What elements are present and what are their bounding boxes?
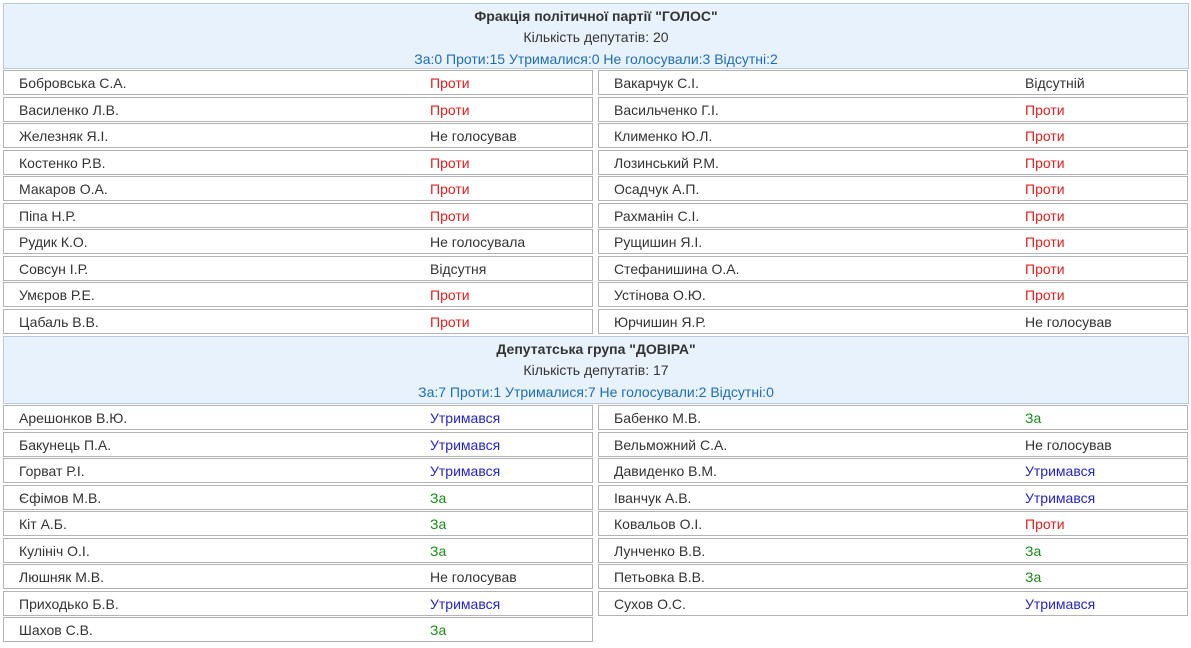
vote-result: Утримався: [1025, 596, 1096, 612]
deputy-name: Кіт А.Б.: [19, 516, 67, 532]
deputy-row: [598, 70, 1188, 95]
deputy-name: Рущишин Я.І.: [614, 234, 703, 250]
deputy-name: Василенко Л.В.: [19, 102, 119, 118]
vote-result: Проти: [1025, 128, 1065, 144]
vote-result: Проти: [430, 208, 470, 224]
vote-result: Проти: [430, 287, 470, 303]
vote-result: За: [1025, 543, 1042, 559]
faction-title: Депутатська група "ДОВІРА": [496, 341, 696, 357]
deputy-row: [3, 309, 593, 334]
deputy-row: [3, 229, 593, 254]
vote-result: Відсутній: [1025, 75, 1085, 91]
deputy-name: Давиденко В.М.: [614, 463, 717, 479]
vote-result: Проти: [1025, 261, 1065, 277]
deputy-name: Вельможний С.А.: [614, 437, 728, 453]
deputy-name: Іванчук А.В.: [614, 490, 692, 506]
deputy-row: [598, 203, 1188, 228]
vote-result: Не голосував: [1025, 314, 1112, 330]
vote-result: Проти: [1025, 102, 1065, 118]
deputy-row: [3, 485, 593, 510]
vote-result: Утримався: [430, 410, 501, 426]
vote-result: Проти: [1025, 516, 1065, 532]
deputy-row: [3, 282, 593, 307]
vote-result: Утримався: [430, 437, 501, 453]
deputy-row: [3, 97, 593, 122]
deputy-row: [3, 70, 593, 95]
deputy-name: Сухов О.С.: [614, 596, 686, 612]
deputy-row: [3, 176, 593, 201]
deputy-name: Осадчук А.П.: [614, 181, 700, 197]
deputy-row: [3, 538, 593, 563]
deputy-name: Устінова О.Ю.: [614, 287, 706, 303]
deputy-name: Макаров О.А.: [19, 181, 108, 197]
vote-result: Проти: [430, 181, 470, 197]
deputy-row: [3, 564, 593, 589]
faction-header-dovira: [3, 336, 1189, 404]
vote-result: За: [430, 543, 447, 559]
deputy-name: Клименко Ю.Л.: [614, 128, 713, 144]
faction-header-golos: [3, 3, 1189, 69]
deputy-name: Вакарчук С.І.: [614, 75, 699, 91]
vote-result: За: [1025, 410, 1042, 426]
deputy-name: Стефанишина О.А.: [614, 261, 740, 277]
deputy-row: [3, 256, 593, 281]
deputy-name: Люшняк М.В.: [19, 569, 105, 585]
deputy-name: Арешонков В.Ю.: [19, 410, 128, 426]
vote-result: Проти: [1025, 287, 1065, 303]
vote-result: Не голосував: [1025, 437, 1112, 453]
vote-result: Утримався: [430, 463, 501, 479]
vote-result: Не голосував: [430, 569, 517, 585]
deputy-name: Юрчишин Я.Р.: [614, 314, 706, 330]
vote-result: Проти: [1025, 181, 1065, 197]
deputy-row: [3, 617, 593, 642]
vote-result: Відсутня: [430, 261, 487, 277]
deputy-name: Піпа Н.Р.: [19, 208, 77, 224]
deputy-row: [598, 123, 1188, 148]
faction-title: Фракція політичної партії "ГОЛОС": [474, 8, 718, 24]
deputy-row: [598, 432, 1188, 457]
vote-result: За: [430, 516, 447, 532]
deputy-count: Кількість депутатів: 20: [523, 29, 669, 45]
deputy-row: [598, 485, 1188, 510]
deputy-name: Бобровська С.А.: [19, 75, 127, 91]
deputy-name: Ковальов О.І.: [614, 516, 703, 532]
deputy-name: Шахов С.В.: [19, 622, 93, 638]
deputy-name: Лозинський Р.М.: [614, 155, 719, 171]
deputy-row: [3, 511, 593, 536]
deputy-row: [598, 176, 1188, 201]
vote-result: Проти: [1025, 155, 1065, 171]
vote-result: Не голосував: [430, 128, 517, 144]
deputy-row: [3, 203, 593, 228]
vote-result: За: [1025, 569, 1042, 585]
deputy-row: [598, 405, 1188, 430]
vote-result: Проти: [430, 314, 470, 330]
deputy-name: Петьовка В.В.: [614, 569, 705, 585]
deputy-name: Рудик К.О.: [19, 234, 88, 250]
deputy-count: Кількість депутатів: 17: [523, 362, 669, 378]
deputy-name: Кулініч О.І.: [19, 543, 90, 559]
deputy-row: [598, 150, 1188, 175]
vote-result: Проти: [1025, 234, 1065, 250]
vote-result: Утримався: [430, 596, 501, 612]
deputy-row: [598, 309, 1188, 334]
vote-result: Проти: [1025, 208, 1065, 224]
deputy-name: Рахманін С.І.: [614, 208, 700, 224]
deputy-name: Бакунець П.А.: [19, 437, 112, 453]
deputy-name: Бабенко М.В.: [614, 410, 702, 426]
vote-result: Утримався: [1025, 490, 1096, 506]
deputy-row: [3, 150, 593, 175]
deputy-name: Горват Р.І.: [19, 463, 85, 479]
deputy-row: [3, 591, 593, 616]
vote-result: Проти: [430, 155, 470, 171]
deputy-row: [3, 432, 593, 457]
deputy-name: Васильченко Г.І.: [614, 102, 719, 118]
deputy-row: [3, 405, 593, 430]
vote-result: За: [430, 490, 447, 506]
deputy-name: Цабаль В.В.: [19, 314, 99, 330]
deputy-row: [598, 282, 1188, 307]
vote-result: Проти: [430, 75, 470, 91]
deputy-row: [598, 256, 1188, 281]
vote-result: Проти: [430, 102, 470, 118]
deputy-name: Костенко Р.В.: [19, 155, 106, 171]
deputy-name: Умєров Р.Е.: [19, 287, 95, 303]
vote-result: Не голосувала: [430, 234, 526, 250]
deputy-name: Приходько Б.В.: [19, 596, 119, 612]
deputy-name: Совсун І.Р.: [19, 261, 89, 277]
vote-result: Утримався: [1025, 463, 1096, 479]
deputy-row: [3, 123, 593, 148]
vote-result: За: [430, 622, 447, 638]
deputy-row: [598, 229, 1188, 254]
vote-summary: За:7 Проти:1 Утрималися:7 Не голосували:2 Відсутні:0: [418, 384, 774, 400]
deputy-row: [598, 538, 1188, 563]
deputy-row: [598, 564, 1188, 589]
deputy-row: [3, 458, 593, 483]
deputy-name: Железняк Я.І.: [19, 128, 109, 144]
deputy-row: [598, 458, 1188, 483]
deputy-row: [598, 591, 1188, 616]
deputy-name: Лунченко В.В.: [614, 543, 706, 559]
deputy-name: Єфімов М.В.: [19, 490, 102, 506]
vote-summary: За:0 Проти:15 Утрималися:0 Не голосували:3 Відсутні:2: [414, 51, 778, 67]
deputy-row: [598, 97, 1188, 122]
deputy-row: [598, 511, 1188, 536]
